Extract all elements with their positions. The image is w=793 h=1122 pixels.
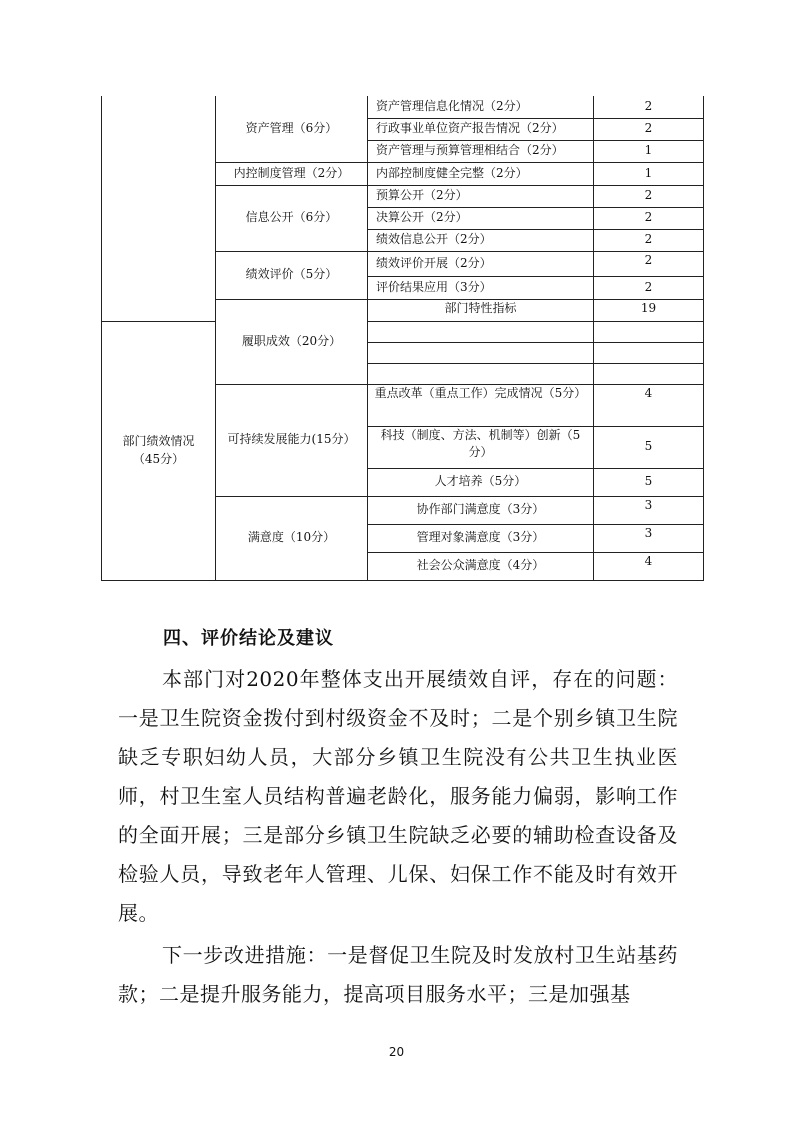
item-name: 内部控制度健全完整（2分）: [368, 162, 594, 185]
sub-perf: 绩效评价（5分）: [216, 251, 368, 299]
item-name: 重点改革（重点工作）完成情况（5分）: [368, 384, 594, 426]
item-score: 3: [594, 496, 704, 524]
item-score: 3: [594, 524, 704, 552]
sub-internal: 内控制度管理（2分）: [216, 162, 368, 185]
sub-info: 信息公开（6分）: [216, 185, 368, 251]
item-score: 4: [594, 384, 704, 426]
item-score: 2: [594, 118, 704, 140]
item-score: 1: [594, 140, 704, 162]
evaluation-table: [101, 96, 704, 581]
item-name: [368, 321, 594, 342]
item-name: [368, 342, 594, 363]
improvement-paragraph: 下一步改进措施：一是督促卫生院及时发放村卫生站基药款；二是提升服务能力，提高项目服务水平；三是加强基: [118, 943, 678, 1006]
sub-duty: 履职成效（20分）: [216, 299, 368, 384]
category-label: 部门绩效情况: [122, 434, 195, 449]
item-score: 2: [594, 96, 704, 118]
item-score: 19: [594, 299, 704, 321]
item-name: 绩效评价开展（2分）: [368, 251, 594, 276]
item-score: 2: [594, 276, 704, 299]
category-cell: [102, 321, 216, 580]
section-heading: 四、评价结论及建议: [163, 628, 334, 649]
item-score: 1: [594, 162, 704, 185]
item-name: 绩效信息公开（2分）: [368, 229, 594, 251]
item-score: 4: [594, 552, 704, 580]
sub-asset: 资产管理（6分）: [216, 96, 368, 162]
category-cell: [102, 96, 216, 321]
item-name: 部门特性指标: [368, 299, 594, 321]
item-name: 资产管理与预算管理相结合（2分）: [368, 140, 594, 162]
item-name: 管理对象满意度（3分）: [368, 524, 594, 552]
category-score: （45分）: [132, 451, 185, 466]
item-name: 社会公众满意度（4分）: [368, 552, 594, 580]
page-number: 20: [388, 1045, 405, 1059]
item-name: 预算公开（2分）: [368, 185, 594, 207]
item-score: [594, 321, 704, 342]
item-score: 5: [594, 426, 704, 468]
item-score: 2: [594, 229, 704, 251]
item-name: 评价结果应用（3分）: [368, 276, 594, 299]
item-score: 2: [594, 251, 704, 276]
conclusion-paragraph: 本部门对2020年整体支出开展绩效自评，存在的问题：一是卫生院资金拨付到村级资金不及时；二是个别乡镇卫生院缺乏专职妇幼人员，大部分乡镇卫生院没有公共卫生执业医师，村卫生室人员结构普遍老龄化，服务能力偏弱，影响工作的全面开展；三是部分乡镇卫生院缺乏必要的辅助检查设备及检验人员，导致老年人管理、儿保、妇保工作不能及时有效开展。: [118, 667, 678, 925]
item-score: 5: [594, 468, 704, 496]
item-name: 协作部门满意度（3分）: [368, 496, 594, 524]
item-name: 决算公开（2分）: [368, 207, 594, 229]
item-score: [594, 342, 704, 363]
item-name: 行政事业单位资产报告情况（2分）: [368, 118, 594, 140]
item-score: [594, 363, 704, 384]
item-name: 科技（制度、方法、机制等）创新（5分）: [368, 426, 594, 468]
item-name: 人才培养（5分）: [368, 468, 594, 496]
item-score: 2: [594, 185, 704, 207]
item-name: [368, 363, 594, 384]
sub-sustain: 可持续发展能力(15分）: [216, 384, 368, 496]
item-name: 资产管理信息化情况（2分）: [368, 96, 594, 118]
item-score: 2: [594, 207, 704, 229]
sub-satis: 满意度（10分）: [216, 496, 368, 580]
